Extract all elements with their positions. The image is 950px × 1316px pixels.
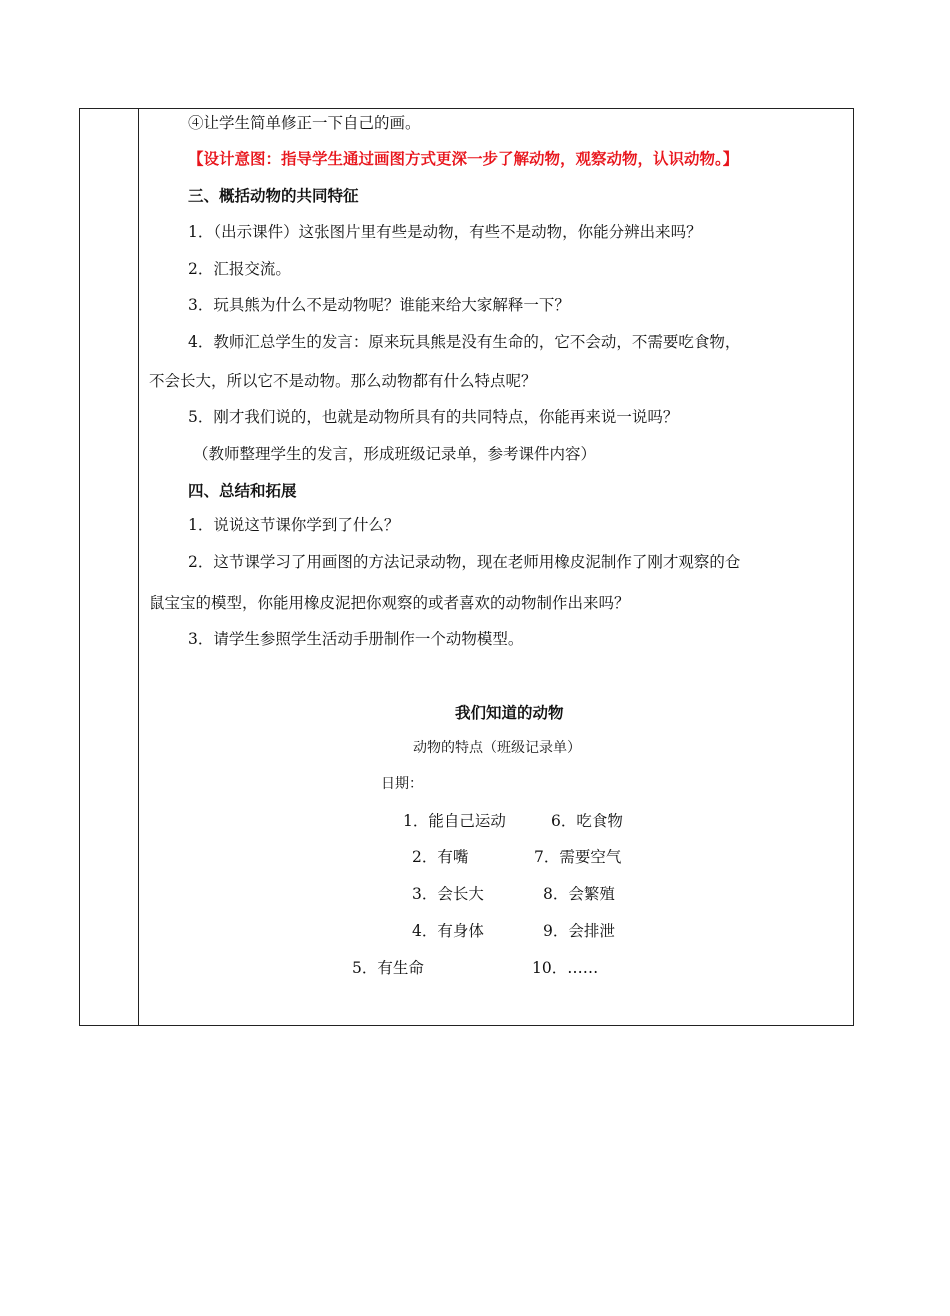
trait-item: 6．吃食物	[551, 812, 623, 830]
step-line: ④让学生简单修正一下自己的画。	[188, 114, 421, 132]
step-line: 3．请学生参照学生活动手册制作一个动物模型。	[188, 630, 524, 648]
trait-item: 7．需要空气	[534, 848, 622, 866]
trait-item: 1．能自己运动	[403, 812, 506, 830]
step-line: 1．说说这节课你学到了什么？	[188, 516, 400, 534]
trait-item: 10．……	[532, 959, 599, 977]
step-line: 4．教师汇总学生的发言：原来玩具熊是没有生命的，它不会动，不需要吃食物，	[188, 333, 741, 351]
teacher-note: （教师整理学生的发言，形成班级记录单，参考课件内容）	[193, 445, 597, 463]
step-line-continuation: 鼠宝宝的模型，你能用橡皮泥把你观察的或者喜欢的动物制作出来吗？	[149, 594, 630, 612]
trait-item: 8．会繁殖	[543, 885, 615, 903]
record-sheet-subtitle: 动物的特点（班级记录单）	[413, 740, 581, 756]
design-intent-note: 【设计意图：指导学生通过画图方式更深一步了解动物，观察动物，认识动物。】	[188, 149, 739, 168]
trait-item: 9．会排泄	[543, 922, 615, 940]
step-line: 3．玩具熊为什么不是动物呢？谁能来给大家解释一下？	[188, 296, 570, 314]
step-line: 2．汇报交流。	[188, 260, 291, 278]
trait-item: 5．有生命	[352, 959, 424, 977]
step-line: 5．刚才我们说的，也就是动物所具有的共同特点，你能再来说一说吗？	[188, 408, 679, 426]
record-sheet-date-label: 日期：	[381, 776, 423, 792]
table-column-divider	[138, 109, 139, 1025]
trait-item: 4．有身体	[412, 922, 484, 940]
section-heading-4: 四、总结和拓展	[188, 481, 297, 500]
trait-item: 3．会长大	[412, 885, 484, 903]
step-line: 1．（出示课件）这张图片里有些是动物，有些不是动物，你能分辨出来吗？	[188, 223, 702, 241]
section-heading-3: 三、概括动物的共同特征	[188, 186, 359, 205]
record-sheet-title: 我们知道的动物	[455, 703, 564, 722]
trait-item: 2．有嘴	[412, 848, 469, 866]
step-line-continuation: 不会长大，所以它不是动物。那么动物都有什么特点呢？	[149, 372, 537, 390]
step-line: 2．这节课学习了用画图的方法记录动物，现在老师用橡皮泥制作了刚才观察的仓	[188, 553, 741, 571]
